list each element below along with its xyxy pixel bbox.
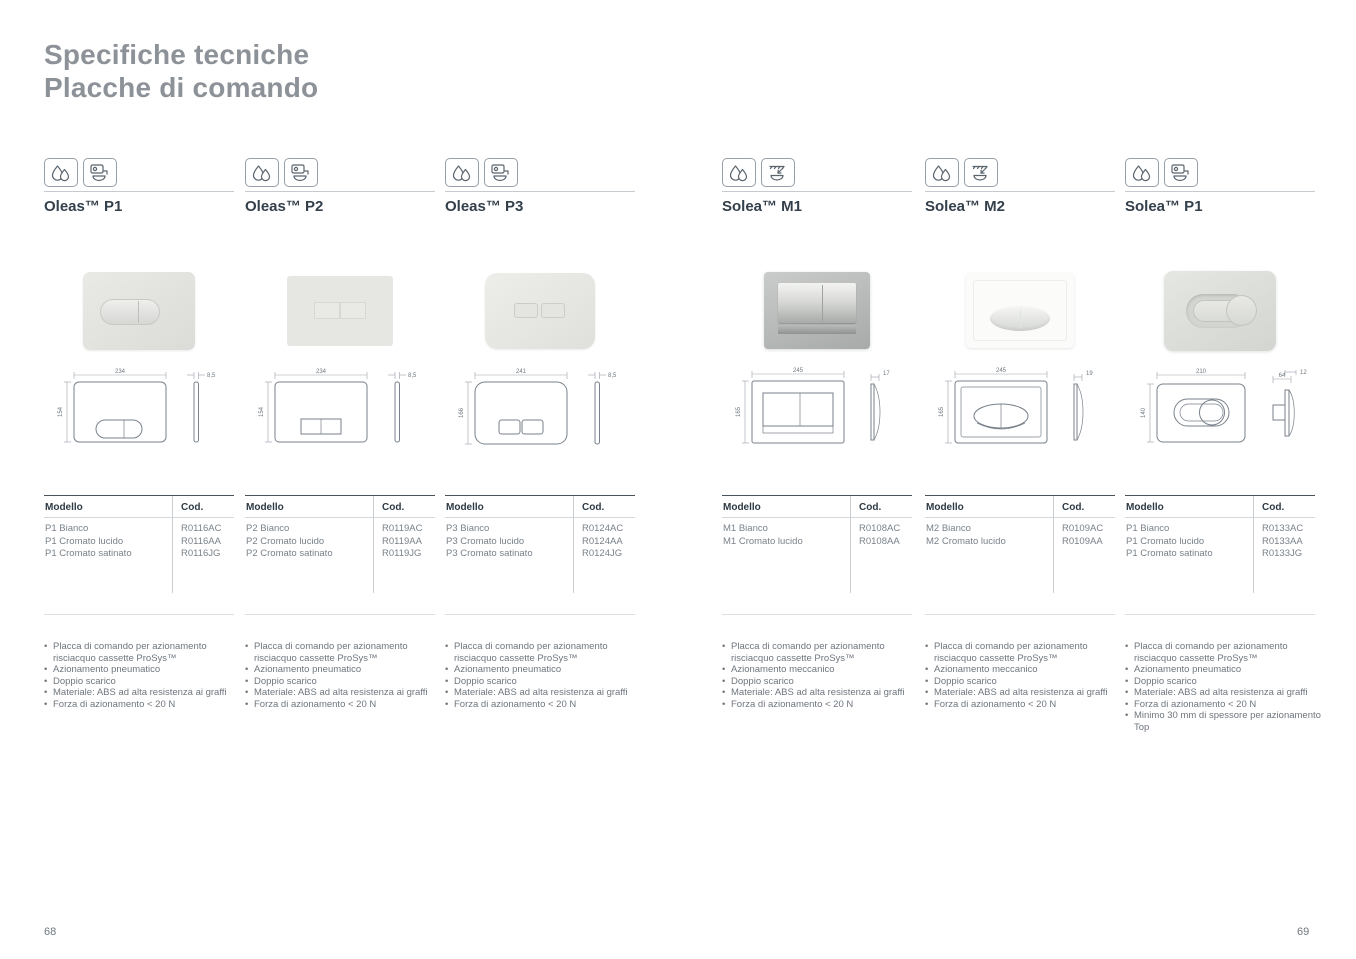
table-header — [245, 496, 435, 518]
dim-width: 241 — [515, 369, 527, 375]
table-header — [44, 496, 234, 518]
dim-height: 140 — [1141, 407, 1147, 419]
spec-bullet: • Azionamento pneumatico — [1125, 664, 1321, 676]
product-photo-area — [245, 258, 435, 363]
table-divider — [172, 496, 173, 593]
page-title-line1: Specifiche tecniche — [44, 39, 310, 70]
spec-bullet: • Doppio scarico — [445, 676, 641, 688]
spec-bullet: • Doppio scarico — [245, 676, 441, 688]
product-column-solea-m2 — [925, 158, 1115, 738]
page-title-line2: Placche di comando — [44, 72, 319, 103]
spec-bullet: • Placca di comando per azionamento risciacquo cassette ProSys™ — [245, 641, 441, 664]
product-photo — [1164, 271, 1276, 351]
col-header-cod: Cod. — [1062, 502, 1085, 513]
product-column-oleas-p3 — [445, 158, 635, 738]
table-row: P3 Cromato lucido R0124AA — [446, 535, 623, 547]
spec-bullets — [44, 641, 240, 710]
table-row: P3 Cromato satinato R0124JG — [446, 548, 623, 559]
table-header — [445, 496, 635, 518]
divider-rule — [245, 191, 435, 192]
table-row: M1 Cromato lucido R0108AA — [723, 535, 900, 547]
spec-bullets — [445, 641, 641, 710]
spec-bullet: • Azionamento meccanico — [722, 664, 918, 676]
table-row: P1 Cromato satinato R0116JG — [45, 548, 221, 559]
pneumatic-actuation-icon — [484, 158, 518, 187]
product-photo — [287, 276, 393, 346]
spec-bullet: • Doppio scarico — [44, 676, 240, 688]
flush-button — [990, 306, 1050, 331]
dim-height: 166 — [459, 407, 465, 419]
table-row: P2 Cromato satinato R0119JG — [246, 548, 422, 559]
mechanical-actuation-icon — [761, 158, 795, 187]
col-header-cod: Cod. — [859, 502, 882, 513]
product-name: Solea™ M2 — [925, 198, 1006, 215]
spec-bullet: • Materiale: ABS ad alta resistenza ai graffi — [445, 687, 641, 699]
table-row: P1 Bianco R0133AC — [1126, 523, 1304, 534]
spec-bullet: • Materiale: ABS ad alta resistenza ai graffi — [44, 687, 240, 699]
table-header — [1125, 496, 1315, 518]
spec-bullet: • Azionamento pneumatico — [44, 664, 240, 676]
spec-bullet: • Doppio scarico — [722, 676, 918, 688]
dim-depth: 64 — [1278, 373, 1286, 379]
spec-bullet: • Placca di comando per azionamento risciacquo cassette ProSys™ — [445, 641, 641, 664]
product-photo-area — [1125, 258, 1315, 363]
spec-bullet: • Azionamento pneumatico — [445, 664, 641, 676]
product-column-solea-m1 — [722, 158, 912, 738]
product-photo — [83, 272, 195, 350]
spec-bullet: • Materiale: ABS ad alta resistenza ai graffi — [722, 687, 918, 699]
technical-drawing — [925, 366, 1115, 468]
col-header-modello: Modello — [246, 502, 284, 513]
flush-buttons — [778, 283, 856, 323]
col-header-modello: Modello — [1126, 502, 1164, 513]
divider-rule — [44, 191, 234, 192]
spec-bullet: • Placca di comando per azionamento risciacquo cassette ProSys™ — [925, 641, 1121, 664]
spec-bullets — [925, 641, 1121, 710]
pneumatic-actuation-icon — [1164, 158, 1198, 187]
dim-depth: 8,5 — [207, 373, 216, 379]
mechanical-actuation-icon — [964, 158, 998, 187]
rocker-band — [778, 325, 856, 334]
technical-drawing — [1125, 366, 1315, 468]
dim-depth: 8,5 — [608, 373, 617, 379]
spec-table — [245, 495, 435, 615]
table-row: P3 Bianco R0124AC — [446, 523, 624, 534]
col-header-cod: Cod. — [1262, 502, 1285, 513]
feature-icons — [44, 158, 117, 187]
divider-rule — [722, 191, 912, 192]
spec-bullets — [1125, 641, 1321, 733]
product-photo-area — [722, 258, 912, 363]
table-row: P1 Bianco R0116AC — [45, 523, 222, 534]
spec-table — [44, 495, 234, 615]
table-divider — [373, 496, 374, 593]
page-title — [44, 38, 318, 104]
spec-bullet: • Azionamento pneumatico — [245, 664, 441, 676]
product-column-oleas-p2 — [245, 158, 435, 738]
product-photo-area — [445, 258, 635, 363]
dim-height: 165 — [736, 406, 742, 418]
flush-button — [514, 303, 538, 318]
spec-bullet: • Forza di azionamento < 20 N — [925, 699, 1121, 711]
spec-bullet: • Placca di comando per azionamento risciacquo cassette ProSys™ — [1125, 641, 1321, 664]
spec-table — [445, 495, 635, 615]
col-header-modello: Modello — [45, 502, 83, 513]
feature-icons — [925, 158, 998, 187]
spec-bullet: • Minimo 30 mm di spessore per azionamento Top — [1125, 710, 1321, 733]
technical-drawing — [445, 366, 635, 468]
product-photo-area — [925, 258, 1115, 363]
product-photo — [764, 272, 870, 349]
pneumatic-actuation-icon — [83, 158, 117, 187]
table-row: M2 Bianco R0109AC — [926, 523, 1104, 534]
product-photo — [966, 273, 1074, 348]
product-name: Oleas™ P3 — [445, 198, 524, 215]
technical-drawing — [722, 366, 912, 468]
spec-bullet: • Doppio scarico — [925, 676, 1121, 688]
table-row: P1 Cromato lucido R0133AA — [1126, 535, 1303, 547]
dim-width: 210 — [1195, 369, 1207, 375]
dim-height: 154 — [58, 406, 64, 418]
spec-bullet: • Materiale: ABS ad alta resistenza ai graffi — [1125, 687, 1321, 699]
spec-bullet: • Placca di comando per azionamento risciacquo cassette ProSys™ — [722, 641, 918, 664]
dual-flush-icon — [925, 158, 959, 187]
spec-table — [925, 495, 1115, 615]
spec-bullet: • Forza di azionamento < 20 N — [445, 699, 641, 711]
dual-flush-icon — [1125, 158, 1159, 187]
divider-rule — [445, 191, 635, 192]
col-header-modello: Modello — [723, 502, 761, 513]
table-row: P1 Cromato satinato R0133JG — [1126, 548, 1303, 559]
col-header-cod: Cod. — [181, 502, 204, 513]
spec-table — [722, 495, 912, 615]
spec-bullet: • Forza di azionamento < 20 N — [44, 699, 240, 711]
flush-button — [340, 302, 366, 319]
dual-flush-icon — [44, 158, 78, 187]
flush-button — [314, 302, 340, 319]
col-header-cod: Cod. — [582, 502, 605, 513]
table-row: M1 Bianco R0108AC — [723, 523, 901, 534]
dim-width: 234 — [114, 369, 126, 375]
dim-width: 234 — [315, 369, 327, 375]
table-divider — [573, 496, 574, 593]
col-header-modello: Modello — [926, 502, 964, 513]
technical-drawing — [44, 366, 234, 468]
dual-flush-icon — [722, 158, 756, 187]
table-divider — [850, 496, 851, 593]
col-header-modello: Modello — [446, 502, 484, 513]
spec-bullets — [722, 641, 918, 710]
page-number-left: 68 — [44, 926, 57, 938]
feature-icons — [722, 158, 795, 187]
product-photo — [485, 273, 595, 349]
product-column-solea-p1 — [1125, 158, 1321, 738]
technical-drawing — [245, 366, 435, 468]
spec-table — [1125, 495, 1315, 615]
dim-depth: 17 — [883, 371, 890, 377]
spec-bullet: • Forza di azionamento < 20 N — [722, 699, 918, 711]
product-name: Solea™ P1 — [1125, 198, 1203, 215]
table-row: M2 Cromato lucido R0109AA — [926, 535, 1103, 547]
spec-bullet: • Materiale: ABS ad alta resistenza ai graffi — [925, 687, 1121, 699]
flush-button — [100, 299, 160, 325]
dim-height: 154 — [259, 406, 265, 418]
table-header — [722, 496, 912, 518]
feature-icons — [245, 158, 318, 187]
dual-flush-icon — [245, 158, 279, 187]
dim-width: 245 — [792, 368, 804, 374]
page-number-right: 69 — [1297, 926, 1310, 938]
flush-button-recess — [1186, 294, 1250, 328]
spec-bullet: • Azionamento meccanico — [925, 664, 1121, 676]
dim-depth: 8,5 — [408, 373, 417, 379]
flush-button — [541, 303, 565, 318]
product-column-oleas-p1 — [44, 158, 234, 738]
spec-bullet: • Materiale: ABS ad alta resistenza ai graffi — [245, 687, 441, 699]
col-header-cod: Cod. — [382, 502, 405, 513]
spec-bullet: • Placca di comando per azionamento risciacquo cassette ProSys™ — [44, 641, 240, 664]
feature-icons — [445, 158, 518, 187]
product-photo-area — [44, 258, 234, 363]
spec-bullets — [245, 641, 441, 710]
dim-width: 245 — [995, 368, 1007, 374]
flush-button-round — [1226, 295, 1257, 326]
spec-bullet: • Doppio scarico — [1125, 676, 1321, 688]
product-name: Oleas™ P2 — [245, 198, 324, 215]
dim-height: 165 — [939, 406, 945, 418]
pneumatic-actuation-icon — [284, 158, 318, 187]
table-row: P1 Cromato lucido R0116AA — [45, 535, 221, 547]
dual-flush-icon — [445, 158, 479, 187]
divider-rule — [1125, 191, 1315, 192]
table-header — [925, 496, 1115, 518]
spec-bullet: • Forza di azionamento < 20 N — [245, 699, 441, 711]
product-name: Solea™ M1 — [722, 198, 803, 215]
dim-depth: 19 — [1086, 371, 1093, 377]
dim-depth2: 12 — [1300, 370, 1307, 376]
table-row: P2 Bianco R0119AC — [246, 523, 423, 534]
table-divider — [1053, 496, 1054, 593]
table-divider — [1253, 496, 1254, 593]
divider-rule — [925, 191, 1115, 192]
feature-icons — [1125, 158, 1198, 187]
product-name: Oleas™ P1 — [44, 198, 123, 215]
spec-bullet: • Forza di azionamento < 20 N — [1125, 699, 1321, 711]
table-row: P2 Cromato lucido R0119AA — [246, 535, 422, 547]
